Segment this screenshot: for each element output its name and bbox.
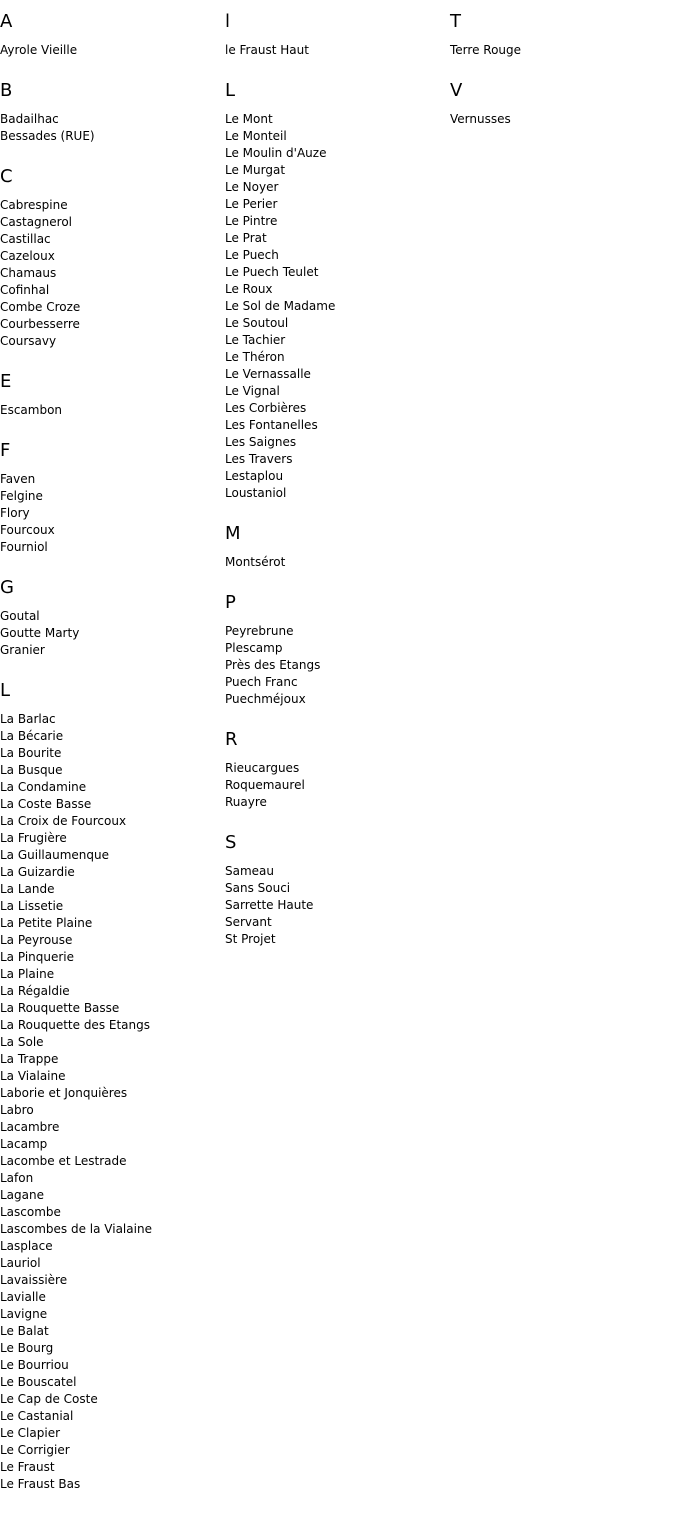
place-item: Lavigne [0,1307,48,1321]
place-item: Le Moulin d'Auze [225,146,327,160]
place-item: Lauriol [0,1256,41,1270]
place-item: Faven [0,472,36,486]
place-item: La Pinquerie [0,950,75,964]
place-item: Ruayre [225,795,267,809]
place-item: Le Perier [225,197,278,211]
place-item: le Fraust Haut [225,43,309,57]
place-item: Plescamp [225,641,283,655]
letter-heading: G [0,577,14,598]
letter-group [225,12,450,59]
place-item: Le Monteil [225,129,287,143]
place-item: Bessades (RUE) [0,129,95,143]
letter-heading: S [225,832,237,853]
place-item: Lafon [0,1171,34,1185]
place-item: La Croix de Fourcoux [0,814,127,828]
place-item: Lasplace [0,1239,53,1253]
letter-heading: E [0,371,12,392]
place-item: Laborie et Jonquières [0,1086,128,1100]
letter-heading: R [225,729,238,750]
place-list [225,554,450,571]
place-list [0,711,225,1493]
place-item: Le Prat [225,231,267,245]
place-item: Combe Croze [0,300,81,314]
place-item: La Petite Plaine [0,916,93,930]
letter-group [225,730,450,811]
place-item: Le Vernassalle [225,367,311,381]
place-item: Le Fraust Bas [0,1477,81,1491]
index-column-1 [0,0,225,1515]
place-item: Le Soutoul [225,316,289,330]
place-item: Fourniol [0,540,48,554]
place-item: Cazeloux [0,249,55,263]
letter-heading: F [0,440,11,461]
place-item: Coursavy [0,334,57,348]
letter-heading: C [0,166,13,187]
place-item: Lascombe [0,1205,61,1219]
place-item: La Busque [0,763,63,777]
place-item: Puechméjoux [225,692,306,706]
place-item: Le Cap de Coste [0,1392,98,1406]
place-item: Le Murgat [225,163,286,177]
place-item: Le Pintre [225,214,278,228]
place-item: Le Balat [0,1324,49,1338]
place-item: Chamaus [0,266,57,280]
place-item: Le Bourg [0,1341,54,1355]
place-item: Le Roux [225,282,273,296]
place-item: La Rouquette Basse [0,1001,120,1015]
letter-group [450,81,675,128]
place-item: Le Corrigier [0,1443,70,1457]
letter-group [0,12,225,59]
place-item: Labro [0,1103,34,1117]
place-list [0,402,225,419]
place-item: La Régaldie [0,984,70,998]
letter-heading: V [450,80,463,101]
place-list [225,623,450,708]
place-item: Goutte Marty [0,626,80,640]
place-item: Flory [0,506,30,520]
place-item: Les Saignes [225,435,297,449]
place-item: Goutal [0,609,40,623]
place-item: La Plaine [0,967,55,981]
place-item: La Barlac [0,712,56,726]
place-item: Roquemaurel [225,778,305,792]
place-item: Granier [0,643,45,657]
place-item: Le Mont [225,112,273,126]
place-item: Cofinhal [0,283,50,297]
place-item: Vernusses [450,112,511,126]
place-item: Rieucargues [225,761,300,775]
place-item: Le Fraust [0,1460,55,1474]
place-item: Terre Rouge [450,43,522,57]
place-list [225,111,450,502]
place-item: Sarrette Haute [225,898,314,912]
place-item: La Lissetie [0,899,64,913]
place-item: Fourcoux [0,523,55,537]
place-item: La Lande [0,882,55,896]
place-item: Lacambre [0,1120,60,1134]
place-item: La Condamine [0,780,87,794]
letter-group [225,81,450,502]
place-item: Lestaplou [225,469,284,483]
place-item: La Trappe [0,1052,59,1066]
place-item: Escambon [0,403,63,417]
place-item: Felgine [0,489,43,503]
letter-group [0,441,225,556]
place-item: Cabrespine [0,198,68,212]
letter-heading: L [225,80,236,101]
place-item: Lacamp [0,1137,48,1151]
letter-group [225,524,450,571]
place-list [0,42,225,59]
place-item: Le Sol de Madame [225,299,336,313]
letter-group [225,593,450,708]
place-item: Le Bouscatel [0,1375,77,1389]
place-list [225,760,450,811]
place-item: La Vialaine [0,1069,66,1083]
place-item: Près des Etangs [225,658,321,672]
place-item: Peyrebrune [225,624,294,638]
letter-heading: M [225,523,241,544]
place-list [450,42,675,59]
letter-group [0,167,225,350]
place-item: Les Corbières [225,401,307,415]
place-item: Montsérot [225,555,286,569]
letter-group [225,833,450,948]
place-item: Le Clapier [0,1426,61,1440]
letter-group [0,681,225,1493]
place-list [0,197,225,350]
place-item: Ayrole Vieille [0,43,78,57]
place-item: Le Puech [225,248,279,262]
place-item: Castillac [0,232,51,246]
place-list [225,863,450,948]
place-item: La Coste Basse [0,797,92,811]
place-item: La Frugière [0,831,67,845]
place-item: Lacombe et Lestrade [0,1154,127,1168]
place-item: Le Puech Teulet [225,265,319,279]
place-item: Puech Franc [225,675,298,689]
place-item: Lavaissière [0,1273,68,1287]
place-item: Le Castanial [0,1409,74,1423]
letter-heading: P [225,592,236,613]
letter-heading: B [0,80,13,101]
index-column-2 [225,0,450,970]
place-item: Les Travers [225,452,293,466]
letter-group [0,578,225,659]
place-item: Loustaniol [225,486,287,500]
letter-heading: L [0,680,11,701]
place-list [0,608,225,659]
place-item: La Bourite [0,746,62,760]
index-column-3 [450,0,675,150]
place-item: Badailhac [0,112,59,126]
place-list [0,471,225,556]
place-list [0,111,225,145]
place-item: Le Tachier [225,333,286,347]
place-item: Sans Souci [225,881,291,895]
letter-group [0,372,225,419]
place-item: Lagane [0,1188,44,1202]
place-item: St Projet [225,932,276,946]
place-item: Castagnerol [0,215,72,229]
place-item: Lascombes de la Vialaine [0,1222,152,1236]
place-item: La Peyrouse [0,933,73,947]
place-item: Les Fontanelles [225,418,318,432]
letter-group [450,12,675,59]
place-item: La Guillaumenque [0,848,110,862]
place-item: Lavialle [0,1290,46,1304]
place-list [450,111,675,128]
place-list [225,42,450,59]
letter-heading: A [0,11,13,32]
place-item: La Guizardie [0,865,75,879]
place-item: Le Noyer [225,180,279,194]
letter-heading: l [225,11,231,32]
place-item: La Rouquette des Etangs [0,1018,150,1032]
place-item: Sameau [225,864,275,878]
place-item: Le Théron [225,350,285,364]
letter-heading: T [450,11,461,32]
place-item: La Sole [0,1035,44,1049]
place-item: Courbesserre [0,317,80,331]
place-item: La Bécarie [0,729,64,743]
letter-group [0,81,225,145]
place-item: Le Vignal [225,384,280,398]
place-item: Le Bourriou [0,1358,69,1372]
place-item: Servant [225,915,272,929]
